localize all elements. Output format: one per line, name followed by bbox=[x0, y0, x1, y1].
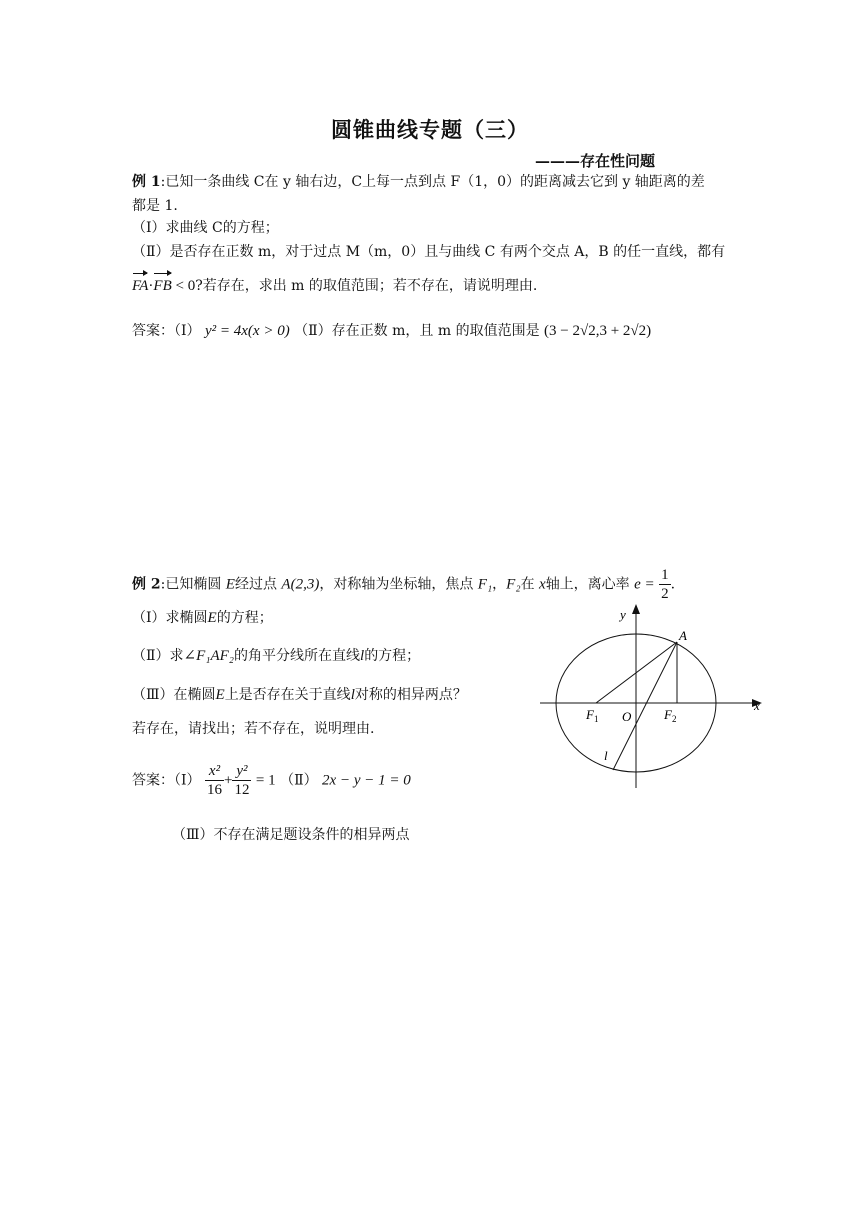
ex1-label: 例 1 bbox=[132, 174, 161, 190]
label-a: A bbox=[679, 628, 687, 643]
angle-f1af2: ∠F₁AF₂ bbox=[183, 648, 235, 664]
ex2-q2-c: 的方程； bbox=[364, 648, 421, 664]
ex2-question-3-cont: 若存在，请找出；若不存在，说明理由. bbox=[132, 721, 375, 737]
ex1-statement-line2: 都是 1. bbox=[132, 198, 178, 214]
ex1-answer-1: y² = 4x(x > 0) bbox=[204, 323, 290, 339]
fraction-denominator: 12 bbox=[234, 782, 250, 798]
ex2-q1-b: 的方程； bbox=[216, 610, 273, 626]
ex1-statement-line1 bbox=[132, 172, 705, 192]
fraction-denominator: 16 bbox=[206, 782, 222, 798]
label-l: l bbox=[604, 748, 608, 763]
label-y: y bbox=[620, 607, 626, 622]
label-f2: F bbox=[664, 707, 672, 722]
eccentricity-fraction bbox=[659, 566, 671, 603]
label-o: O bbox=[622, 709, 632, 724]
ex2-text-e: 轴上，离心率 bbox=[545, 576, 630, 593]
bisector-line-l bbox=[613, 642, 677, 770]
ex2-q3-b: 上是否存在关于直线 bbox=[224, 687, 351, 703]
ex2-q1-a: （Ⅰ）求椭圆 bbox=[132, 610, 208, 626]
ellipse-name: E bbox=[225, 576, 235, 593]
ex1-answer-2: (3 − 2√2,3 + 2√2) bbox=[544, 323, 652, 339]
ex2-q3-a: （Ⅲ）在椭圆 bbox=[132, 687, 216, 703]
ex2-q3-c: 对称的相异两点？ bbox=[354, 687, 467, 703]
vector-fb: FB bbox=[153, 278, 172, 294]
label-x: x bbox=[754, 698, 760, 713]
focus-f2: F₂ bbox=[506, 576, 521, 593]
fraction-denominator: 2 bbox=[661, 586, 669, 602]
label-f1: F bbox=[586, 707, 594, 722]
ex2-text-b: 经过点 bbox=[234, 576, 277, 593]
ex1-question-1: （Ⅰ）求曲线 C的方程； bbox=[132, 220, 279, 236]
plus-sign: + bbox=[223, 772, 233, 789]
ex2-text-a: :已知椭圆 bbox=[160, 576, 222, 593]
equals-one: = 1 bbox=[255, 772, 276, 789]
page-subtitle: ———存在性问题 bbox=[535, 152, 656, 170]
ex1-text: :已知一条曲线 C在 y 轴右边，C上每一点到点 F（1，0）的距离减去它到 y 轴距离的差 bbox=[160, 174, 705, 190]
dot-operator: · bbox=[148, 278, 154, 294]
ex1-answer-mid: （Ⅱ）存在正数 m，且 m 的取值范围是 bbox=[294, 323, 540, 339]
ex2-q2-b: 的角平分线所在直线 bbox=[234, 648, 361, 664]
ellipse-name: E bbox=[207, 610, 217, 626]
fraction-numerator: x² bbox=[205, 762, 224, 781]
ex1-question-2-cont bbox=[132, 276, 537, 296]
ex2-sep: ， bbox=[492, 576, 507, 593]
focus-f1: F₁ bbox=[477, 576, 493, 593]
line-l: l bbox=[360, 648, 365, 664]
ex2-label: 例 2 bbox=[132, 576, 161, 593]
fraction-y2-12 bbox=[232, 762, 251, 799]
ex2-question-2 bbox=[132, 646, 420, 666]
y-axis-arrow bbox=[632, 604, 640, 614]
ex2-text-c: ，对称轴为坐标轴，焦点 bbox=[319, 576, 474, 593]
ex1-answer bbox=[132, 321, 651, 341]
ex2-answer bbox=[132, 762, 411, 799]
inequality: < 0 bbox=[171, 278, 196, 294]
ex2-q2-a: （Ⅱ）求 bbox=[132, 648, 184, 664]
vector-fa: FA bbox=[132, 278, 149, 294]
point-a: A(2,3) bbox=[281, 576, 320, 593]
ex2-text-d: 在 bbox=[520, 576, 535, 593]
fraction-numerator: 1 bbox=[661, 567, 669, 583]
ex2-question-1 bbox=[132, 608, 273, 628]
ellipse-name: E bbox=[215, 687, 225, 703]
label-f2-sub: 2 bbox=[672, 714, 677, 724]
ex2-answer-label: 答案：（Ⅰ） bbox=[132, 772, 201, 789]
ex2-answer-2: 2x − y − 1 = 0 bbox=[322, 772, 411, 789]
label-f1-sub: 1 bbox=[594, 714, 599, 724]
ex1-q2-tail: ?若存在，求出 m 的取值范围；若不存在，请说明理由. bbox=[195, 278, 538, 294]
eccentricity-lhs: e = bbox=[634, 576, 655, 593]
ex2-answer-3: （Ⅲ）不存在满足题设条件的相异两点 bbox=[172, 827, 410, 843]
x-axis-var: x bbox=[539, 576, 546, 593]
fraction-numerator: y² bbox=[232, 762, 251, 781]
ex2-question-3 bbox=[132, 685, 467, 705]
page-title: 圆锥曲线专题（三） bbox=[331, 117, 529, 142]
period: . bbox=[670, 576, 676, 593]
ex2-statement-line1 bbox=[132, 566, 675, 603]
fraction-x2-16 bbox=[205, 762, 224, 799]
ex1-answer-label: 答案：（Ⅰ） bbox=[132, 323, 201, 339]
line-l: l bbox=[350, 687, 355, 703]
ex1-question-2: （Ⅱ）是否存在正数 m，对于过点 M（m，0）且与曲线 C 有两个交点 A，B 的任一直线，都有 bbox=[132, 244, 726, 260]
ex2-answer-mid: （Ⅱ） bbox=[280, 772, 318, 789]
ellipse-figure bbox=[530, 600, 770, 795]
